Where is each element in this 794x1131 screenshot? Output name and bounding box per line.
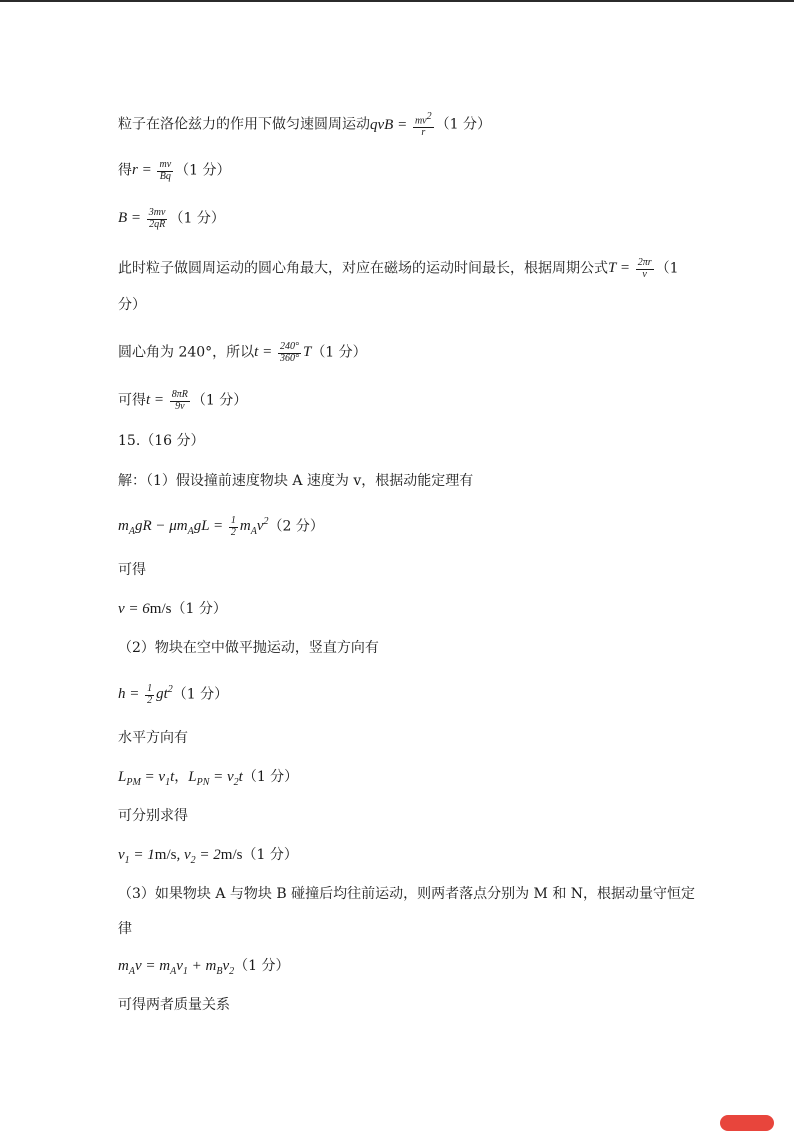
line-horizontal: 水平方向有 — [118, 730, 188, 746]
line-period-cont: 分） — [118, 297, 146, 313]
line-angle: 圆心角为 240°，所以t = $\frac{240^\circ}{360^\circ}$ T（1 分） — [118, 341, 367, 364]
line-distances: $L_{PM} = v_1t$，$L_{PN} = v_2t(1$ 分） — [118, 769, 299, 788]
line-vertical: h = $\frac{1}{2}$ $gt^2(1$ 分） — [118, 683, 229, 706]
line-time: 可得t = $\frac{8\pi R}{9v}$ （1 分） — [118, 389, 248, 412]
corner-badge — [720, 1115, 774, 1131]
equation-time-ratio: t = $\frac{240^\circ}{360^\circ}$ T — [254, 341, 312, 364]
equation-v1-v2: $v_1 = 1m/s$, $v_2 = 2m/s$ — [118, 847, 243, 866]
equation-lpm: $L_{PM} = v_1t$ — [118, 769, 175, 788]
equation-energy: $m_AgR - \mu m_AgL$ = $\frac{1}{2}$ $m_Av^2$ — [118, 515, 269, 538]
equation-height: h = $\frac{1}{2}$ $gt^2$ — [118, 683, 173, 706]
equation-period: T = $\frac{2\pi r}{v}$ — [608, 257, 652, 280]
line-velocity: v = 6m/s（1 分） — [118, 601, 227, 617]
line-thus: 可得 — [118, 562, 146, 578]
line-mass-relation: 可得两者质量关系 — [118, 997, 230, 1013]
equation-velocity: v = 6m/s — [118, 601, 172, 617]
line-period: 此时粒子做圆周运动的圆心角最大，对应在磁场的运动时间最长，根据周期公式T = $\frac{2\pi r}{v}$ （1 — [118, 257, 679, 280]
line-solution-3-cont: 律 — [118, 921, 132, 937]
line-momentum: $m_Av = m_Av_1 + m_Bv_2(1$ 分） — [118, 958, 290, 977]
line-energy-equation: $m_AgR - \mu m_AgL$ = $\frac{1}{2}$ $m_Av^2(2$ 分） — [118, 515, 324, 538]
line-solution-2: （2）物块在空中做平抛运动，竖直方向有 — [118, 640, 379, 656]
line-lorentz-force: 粒子在洛伦兹力的作用下做匀速圆周运动qvB = $\frac{mv^2}{r}$ （1 分） — [118, 111, 491, 138]
question-15-heading: 15.（16 分） — [118, 433, 205, 449]
line-radius: 得r = $\frac{mv}{Bq}$ （1 分） — [118, 159, 231, 182]
equation-momentum: $m_Av = m_Av_1 + m_Bv_2$ — [118, 958, 235, 977]
line-solve-each: 可分别求得 — [118, 808, 188, 824]
top-border — [0, 0, 794, 2]
equation-radius: r = $\frac{mv}{Bq}$ — [132, 159, 172, 182]
equation-field-b: B = $\frac{3mv}{2qR}$ — [118, 207, 166, 230]
line-solution-3: （3）如果物块 A 与物块 B 碰撞后均往前运动，则两者落点分别为 M 和 N，根据动量守恒定 — [118, 886, 696, 902]
equation-time: t = $\frac{8\pi R}{9v}$ — [146, 389, 188, 412]
equation-qvb: qvB = $\frac{mv^2}{r}$ — [370, 111, 432, 138]
line-solution-1: 解：（1）假设撞前速度物块 A 速度为 v，根据动能定理有 — [118, 473, 474, 489]
line-field-b: B = $\frac{3mv}{2qR}$ （1 分） — [118, 207, 225, 230]
equation-lpn: $L_{PN} = v_2t$ — [188, 769, 243, 788]
line-v1-v2: $v_1 = 1m/s$, $v_2 = 2m/s(1$ 分） — [118, 847, 298, 866]
